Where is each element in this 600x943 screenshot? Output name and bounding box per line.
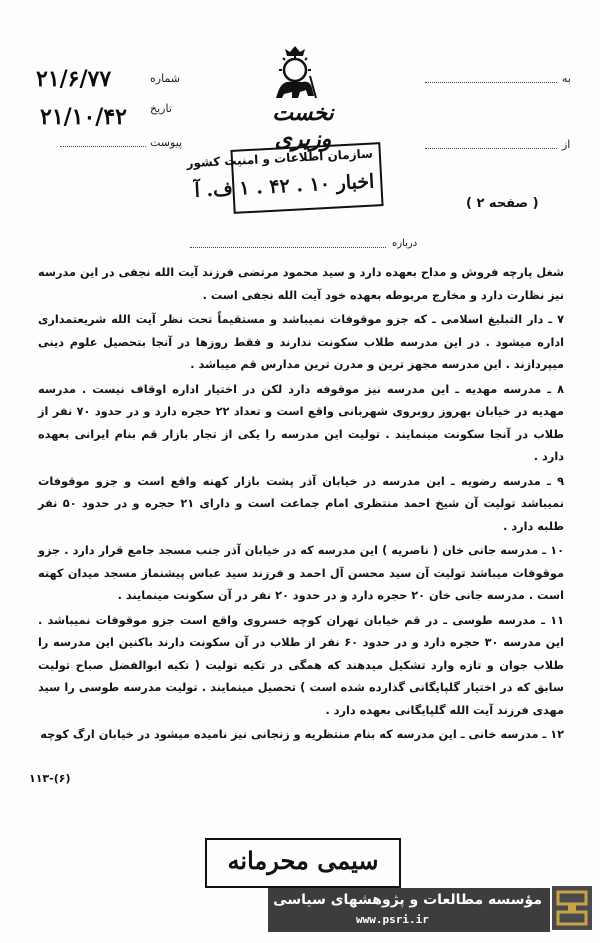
body-paragraph: ۸ ـ مدرسه مهدیه ـ این مدرسه نیز موقوفه دارد لکن در اختیار اداره اوقاف نیست . مدرسه مهدیه در خیابان بهروز روبروی شهربانی واقع است و تعداد ۲۲ حجره دارد و در حدود ۷۰ نفر از طلاب در آنجا سکونت مینمایند . تولیت این مدرسه را یکی از تجار بازار قم بنام ایرانی بعهده دارد . <box>38 382 564 463</box>
page-number: ( صفحه ۲ ) <box>466 196 539 211</box>
letter-body <box>38 262 564 747</box>
psri-logo-icon <box>552 886 592 930</box>
date-label: تاریخ <box>150 102 172 115</box>
subject-label: درباره <box>392 238 418 249</box>
from-label: از <box>562 138 571 151</box>
body-paragraph: ۱۰ ـ مدرسه جانی خان ( ناصریه ) این مدرسه که در خیابان آذر جنب مسجد جامع قرار دارد . جزو موقوفات میباشد تولیت آن سید محسن آل احمد و فرزند سید عباس پیشنماز مسجد میدان کهنه است . مدرسه جانی خان ۲۰ حجره دارد و در حدود ۲۰ نفر در آن سکونت مینمایند . <box>38 544 564 602</box>
stamp-organization: سازمان اطلاعات و امنیت کشور <box>186 146 374 171</box>
footer-banner <box>268 888 550 932</box>
number-label: شماره <box>150 72 181 85</box>
body-paragraph: ۱۲ ـ مدرسه خانی ـ این مدرسه که بنام منتظریه و زنجانی نیز نامیده میشود در خیابان ارگ کوچه <box>40 728 564 741</box>
to-line <box>425 82 557 83</box>
body-paragraph: شغل پارچه فروش و مداح بعهده دارد و سید محمود مرتضی فرزند آیت الله نجفی در این مدرسه نیز نظارت دارد و مخارج مربوطه بعهده خود آیت الله نجفی است . <box>38 266 564 302</box>
received-stamp <box>186 142 383 214</box>
reference-code: ۱۱۳-(۶) <box>29 772 71 785</box>
institute-url: www.psri.ir <box>356 913 429 926</box>
lion-and-sun-emblem <box>270 46 320 102</box>
institute-name: مؤسسه مطالعات و پژوهشهای سیاسی <box>273 892 542 908</box>
stamp-entry: اخبار ۱۰ . ۴۲ . ۱ ف. آ <box>193 170 375 202</box>
body-paragraph: ۱۱ ـ مدرسه طوسی ـ در قم خیابان تهران کوچه خسروی واقع است جزو موقوفات نمیباشد . این مدرسه ۳۰ حجره دارد و در حدود ۶۰ نفر از طلاب در آن سکونت دارند باکنین این مدرسه را طلاب جوان و تازه وارد تشکیل میدهند که همگی در تکیه تولیت ( تکیه ابوالفضل صباح تولیت سابق که در اختیار گلپایگانی گذارده شده است ) تحصیل مینمایند . تولیت مدرسه طوسی را سید مهدی فرزند آیت الله گلپایگانی بعهده دارد . <box>38 613 564 717</box>
document-date: ۲۱/۱۰/۴۲ <box>40 104 127 130</box>
subject-line <box>190 247 386 248</box>
attachment-line <box>60 146 146 147</box>
office-title: نخست وزیری <box>272 100 334 152</box>
classification-stamp <box>205 838 401 888</box>
body-paragraph: ۹ ـ مدرسه رضویه ـ این مدرسه در خیابان آذر پشت بازار کهنه واقع است و جزو موقوفات نمیباشد تولیت آن شیخ احمد منتظری امام جماعت است و دارای ۲۱ حجره و در حدود ۵۰ نفر طلبه دارد . <box>38 474 564 533</box>
from-line <box>425 148 557 149</box>
to-label: به <box>562 72 571 85</box>
document-number: ۲۱/۶/۷۷ <box>36 66 112 92</box>
attachment-label: پیوست <box>150 136 183 149</box>
body-paragraph: ۷ ـ دار التبلیغ اسلامی ـ که جزو موقوفات نمیباشد و مستقیماً تحت نظر آیت الله شریعتمداری اداره میشود . در این مدرسه طلاب سکونت ندارند و فقط روزها در آنجا بتحصیل علوم دینی میپردازند . این مدرسه مجهز ترین و مدرن ترین مدارس قم میباشد . <box>38 313 564 371</box>
classification-text: سیمی محرمانه <box>227 846 379 875</box>
